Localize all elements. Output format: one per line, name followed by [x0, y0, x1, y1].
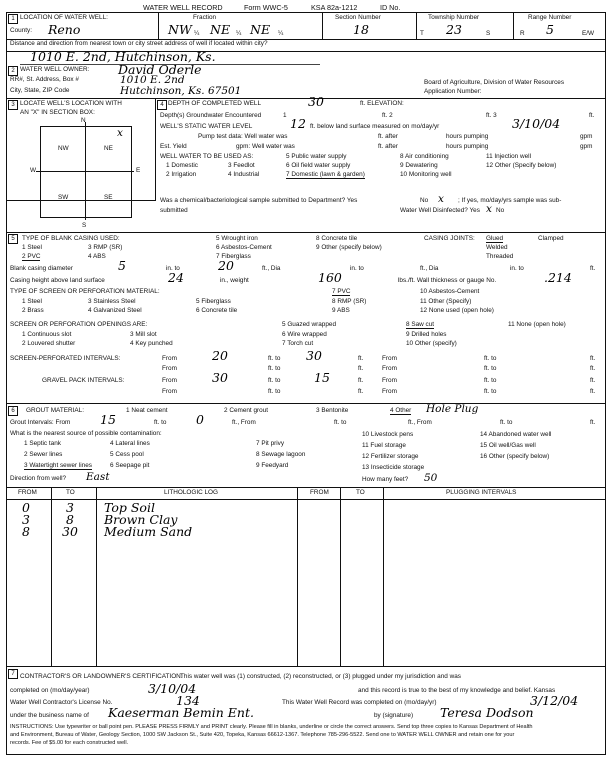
ft: ft.: [590, 388, 596, 395]
section-box[interactable]: [40, 126, 132, 218]
ft-to: ft. to: [268, 355, 281, 362]
in-to: in. to: [350, 265, 364, 272]
county-value[interactable]: Reno: [48, 22, 81, 37]
opening-option[interactable]: 1 Continuous slot: [22, 331, 72, 338]
from-label: From: [162, 377, 177, 384]
gpm-label: gpm: [580, 133, 593, 140]
contamination-option[interactable]: 9 Feedyard: [256, 462, 289, 469]
log-to-header: TO: [66, 489, 75, 496]
ft: ft.: [358, 365, 364, 372]
in-to: in. to: [510, 265, 524, 272]
township-value[interactable]: 23: [446, 22, 462, 37]
business-value[interactable]: Kaeserman Bemin Ent.: [108, 705, 254, 720]
opening-option-selected[interactable]: 8 Saw cut: [406, 321, 435, 328]
ne-label: NE: [104, 145, 113, 152]
screen-option[interactable]: 10 Asbestos-Cement: [420, 288, 480, 295]
t-label: T: [420, 30, 424, 37]
use-option[interactable]: 12 Other (Specify below): [486, 162, 557, 169]
perf-from[interactable]: 20: [212, 348, 228, 363]
ft-dia: ft., Dia: [420, 265, 439, 272]
ft-to: ft. to: [154, 419, 167, 426]
contamination-option[interactable]: 8 Sewage lagoon: [256, 451, 306, 458]
contamination-option[interactable]: 16 Other (specify below): [480, 453, 550, 460]
contamination-option[interactable]: 5 Cess pool: [110, 451, 144, 458]
casing-type-label: TYPE OF BLANK CASING USED:: [22, 235, 120, 242]
license-value[interactable]: 134: [176, 693, 200, 708]
ft: ft.: [358, 377, 364, 384]
contamination-option[interactable]: 2 Sewer lines: [24, 451, 63, 458]
east-label: E: [136, 167, 141, 174]
r-label: R: [520, 30, 525, 37]
from-label: From: [382, 388, 397, 395]
depth-value[interactable]: 30: [308, 94, 324, 109]
record-date[interactable]: 3/12/04: [530, 693, 579, 708]
contamination-option[interactable]: 12 Fertilizer storage: [362, 453, 419, 460]
locate-title-2: AN "X" IN SECTION BOX:: [20, 109, 95, 116]
gravel-from[interactable]: 30: [212, 370, 228, 385]
gw-2: ft. 2: [382, 112, 393, 119]
how-many-label: How many feet?: [362, 476, 409, 483]
true-text: and this record is true to the best of my knowledge and belief. Kansas: [358, 687, 556, 694]
ft-dia: ft., Dia: [262, 265, 281, 272]
opening-option[interactable]: 6 Wire wrapped: [282, 331, 327, 338]
grout-from[interactable]: 15: [100, 412, 116, 427]
section-number: 3: [8, 100, 18, 110]
grout-option-selected[interactable]: 4 Other: [390, 407, 412, 414]
log-row-to[interactable]: 8: [66, 512, 74, 527]
owner-title: WATER WELL OWNER:: [20, 66, 90, 73]
screen-type-label: TYPE OF SCREEN OR PERFORATION MATERIAL:: [10, 288, 160, 295]
divider: [51, 487, 52, 666]
yield-rest: gpm: Well water was: [236, 143, 295, 150]
ft: ft.: [590, 377, 596, 384]
use-option-selected[interactable]: 7 Domestic (lawn & garden): [286, 171, 365, 178]
disinfected-label: Water Well Disinfected? Yes: [400, 207, 480, 214]
divider: [6, 98, 605, 99]
business-label: under the business name of: [10, 712, 89, 719]
section-number: 7: [8, 669, 18, 679]
ft: ft.: [358, 355, 364, 362]
contamination-label: What is the nearest source of possible contamination:: [10, 430, 162, 437]
log-row-from[interactable]: 0: [22, 500, 30, 515]
casing-option[interactable]: 6 Asbestos-Cement: [216, 244, 272, 251]
section-number: 6: [8, 406, 18, 416]
diameter-label: Blank casing diameter: [10, 265, 73, 272]
section-number: 1: [8, 14, 18, 24]
county-label: County:: [10, 27, 33, 34]
height-value[interactable]: 24: [168, 270, 184, 285]
use-option[interactable]: 6 Oil field water supply: [286, 162, 351, 169]
opening-option[interactable]: 2 Louvered shutter: [22, 340, 76, 347]
direction-value[interactable]: East: [86, 471, 110, 483]
ft-to: ft. to: [484, 365, 497, 372]
divider: [6, 666, 605, 667]
city-label: City, State, ZIP Code: [10, 87, 70, 94]
screen-option[interactable]: 5 Fiberglass: [196, 298, 231, 305]
ft-to: ft. to: [268, 388, 281, 395]
casing-option[interactable]: 1 Steel: [22, 244, 42, 251]
instructions: records. Fee of $5.00 for each constructed well.: [10, 740, 129, 746]
joint-welded[interactable]: Welded: [486, 244, 508, 251]
use-label: WELL WATER TO BE USED AS:: [160, 153, 254, 160]
ft: ft.: [358, 388, 364, 395]
ft-from: ft., From: [232, 419, 256, 426]
contamination-option[interactable]: 15 Oil well/Gas well: [480, 442, 536, 449]
chem-rest: ; If yes, mo/day/yrs sample was sub-: [458, 197, 562, 204]
casing-option[interactable]: 8 Concrete tile: [316, 235, 358, 242]
screen-option[interactable]: 1 Steel: [22, 298, 42, 305]
street-value[interactable]: 1010 E. 2nd: [120, 74, 185, 86]
grout-option[interactable]: 1 Neat cement: [126, 407, 168, 414]
ft-to: ft. to: [334, 419, 347, 426]
form-number: Form WWC-5: [244, 3, 288, 12]
static-label: WELL'S STATIC WATER LEVEL: [160, 123, 253, 130]
log-row-from[interactable]: 8: [22, 524, 30, 539]
in-to: in. to: [166, 265, 180, 272]
casing-option[interactable]: 3 RMP (SR): [88, 244, 123, 251]
gauge-label: lbs./ft. Wall thickness or gauge No.: [398, 277, 497, 284]
grout-option[interactable]: 2 Cement grout: [224, 407, 269, 414]
divider: [416, 12, 417, 39]
divider: [6, 232, 605, 233]
log-from-header: FROM: [310, 489, 329, 496]
submitted-label: submitted: [160, 207, 188, 214]
chem-label: Was a chemical/bacteriological sample submitted to Department? Yes: [160, 197, 358, 204]
pump-label: Pump test data: Well water was: [198, 133, 288, 140]
signature-label: by (signature): [374, 712, 414, 719]
casing-option[interactable]: 7 Fiberglass: [216, 253, 251, 260]
from-label: From: [382, 355, 397, 362]
ft: ft.: [590, 265, 596, 272]
board-label: Board of Agriculture, Division of Water Resources: [424, 79, 565, 86]
joint-glued[interactable]: Glued: [486, 235, 504, 242]
use-option[interactable]: 9 Dewatering: [400, 162, 438, 169]
ft-to: ft. to: [268, 365, 281, 372]
ft-to: ft. to: [268, 377, 281, 384]
completed-date[interactable]: 3/10/04: [148, 681, 197, 696]
divider: [96, 487, 97, 666]
section-number: 2: [8, 66, 18, 76]
signature[interactable]: Teresa Dodson: [440, 705, 534, 720]
disinfected-mark: x: [486, 203, 492, 215]
nw-label: NW: [58, 145, 69, 152]
static-value[interactable]: 12: [290, 116, 306, 131]
screen-option[interactable]: 11 Other (Specify): [420, 298, 472, 305]
locate-title: LOCATE WELL'S LOCATION WITH: [20, 100, 122, 107]
perf-to[interactable]: 30: [306, 348, 322, 363]
screen-option[interactable]: 4 Galvanized Steel: [88, 307, 142, 314]
from-label: From: [382, 365, 397, 372]
section-box-hline: [36, 171, 134, 172]
grout-intervals-label: Grout Intervals: From: [10, 419, 71, 426]
openings-label: SCREEN OR PERFORATION OPENINGS ARE:: [10, 321, 148, 328]
section-value[interactable]: 18: [353, 22, 369, 37]
township-label: Township Number: [428, 14, 480, 21]
gpm-label: gpm: [580, 143, 593, 150]
quarter-mark: ¼: [278, 30, 284, 37]
screen-option[interactable]: 2 Brass: [22, 307, 44, 314]
log-to-header: TO: [356, 489, 365, 496]
gw-4: ft.: [589, 112, 595, 119]
casing-option[interactable]: 5 Wrought iron: [216, 235, 258, 242]
screen-option[interactable]: 6 Concrete tile: [196, 307, 238, 314]
ft: ft.: [590, 365, 596, 372]
certification-text: This water well was (1) constructed, (2) reconstructed, or (3) plugged under my jurisdiction and was: [180, 673, 461, 680]
north-label: N: [81, 117, 86, 124]
yield-label: Est. Yield: [160, 143, 187, 150]
chem-no: No: [420, 197, 429, 204]
casing-option-selected[interactable]: 2 PVC: [22, 253, 41, 260]
contamination-option[interactable]: 11 Fuel storage: [362, 442, 406, 449]
from-label: From: [162, 388, 177, 395]
divider: [6, 403, 605, 404]
fraction-2[interactable]: NE: [210, 22, 231, 37]
ft-to: ft. to: [500, 419, 513, 426]
location-mark: x: [117, 127, 123, 139]
static-date[interactable]: 3/10/04: [512, 116, 561, 131]
west-label: W: [30, 167, 37, 174]
ksa-number: KSA 82a-1212: [311, 3, 358, 12]
certification-label: CONTRACTOR'S OR LANDOWNER'S CERTIFICATION:: [20, 673, 183, 680]
static-rest: ft. below land surface measured on mo/day/yr: [310, 123, 440, 130]
plugging-header: PLUGGING INTERVALS: [446, 489, 517, 496]
completed-label: completed on (mo/day/year): [10, 687, 90, 694]
perforated-label: SCREEN-PERFORATED INTERVALS:: [10, 355, 121, 362]
gw-3: ft. 3: [486, 112, 497, 119]
owner-value[interactable]: David Oderle: [118, 62, 202, 77]
section-label: Section Number: [335, 14, 381, 21]
location-title: LOCATION OF WATER WELL:: [20, 14, 108, 21]
log-row-desc[interactable]: Top Soil: [104, 500, 155, 515]
contamination-option[interactable]: 14 Abandoned water well: [480, 431, 552, 438]
diameter-value[interactable]: 5: [118, 258, 126, 273]
use-option[interactable]: 2 Irrigation: [166, 171, 197, 178]
contamination-option[interactable]: 1 Septic tank: [24, 440, 61, 447]
use-option[interactable]: 10 Monitoring well: [400, 171, 452, 178]
contamination-option[interactable]: 4 Lateral lines: [110, 440, 150, 447]
instructions: INSTRUCTIONS: Use typewriter or ball point pen. PLEASE PRESS FIRMLY and PRINT clearly. Please fill in blanks, underline or circle the correct answers. Send top three copies to Kansas Department of Health: [10, 724, 533, 730]
height-label: Casing height above land surface: [10, 277, 105, 284]
gauge-value[interactable]: .214: [544, 270, 572, 285]
elevation-label: ft. ELEVATION:: [360, 100, 404, 107]
divider: [513, 12, 514, 39]
log-row-to[interactable]: 30: [62, 524, 78, 539]
ft: ft.: [590, 419, 596, 426]
from-label: From: [162, 355, 177, 362]
hours-label: hours pumping: [446, 133, 489, 140]
fraction-label: Fraction: [193, 14, 217, 21]
ft-after: ft. after: [378, 143, 398, 150]
sw-label: SW: [58, 194, 69, 201]
ft-to: ft. to: [484, 355, 497, 362]
fraction-3[interactable]: NE: [250, 22, 271, 37]
section-number: 4: [157, 100, 167, 110]
divider: [383, 487, 384, 666]
how-many-value[interactable]: 50: [424, 472, 438, 484]
opening-option[interactable]: 3 Mill slot: [130, 331, 157, 338]
divider: [155, 98, 156, 200]
ft-after: ft. after: [378, 133, 398, 140]
joint-threaded[interactable]: Threaded: [486, 253, 514, 260]
gravel-to[interactable]: 15: [314, 370, 330, 385]
opening-option[interactable]: 7 Torch cut: [282, 340, 314, 347]
contamination-option[interactable]: 13 Insecticide storage: [362, 464, 425, 471]
divider: [297, 487, 298, 666]
id-label: ID No.: [380, 3, 401, 12]
screen-option[interactable]: 8 RMP (SR): [332, 298, 367, 305]
weight-label: in., weight: [220, 277, 249, 284]
contamination-option[interactable]: 10 Livestock pens: [362, 431, 414, 438]
ft-from: ft., From: [408, 419, 432, 426]
divider: [158, 12, 159, 39]
opening-option[interactable]: 9 Drilled holes: [406, 331, 447, 338]
ft-to: ft. to: [484, 377, 497, 384]
ft: ft.: [590, 355, 596, 362]
ew-label: E/W: [582, 30, 595, 37]
groundwater-label: Depth(s) Groundwater Encountered: [160, 112, 262, 119]
log-row-from[interactable]: 3: [22, 512, 30, 527]
opening-option[interactable]: 5 Guazed wrapped: [282, 321, 337, 328]
form-title: WATER WELL RECORD: [143, 3, 223, 12]
south-label: S: [82, 222, 87, 229]
chem-mark: x: [438, 193, 444, 205]
license-label: Water Well Contractor's License No.: [10, 699, 113, 706]
log-from-header: FROM: [18, 489, 37, 496]
s-label: S: [486, 30, 491, 37]
se-label: SE: [104, 194, 113, 201]
ft-to: ft. to: [484, 388, 497, 395]
contamination-option[interactable]: 7 Pit privy: [256, 440, 285, 447]
opening-option[interactable]: 11 None (open hole): [508, 321, 566, 328]
rr-label: RR#, St. Address, Box #: [10, 76, 79, 83]
contamination-option[interactable]: 6 Seepage pit: [110, 462, 150, 469]
city-value[interactable]: Hutchinson, Ks. 67501: [120, 85, 242, 97]
screen-option[interactable]: 9 ABS: [332, 307, 350, 314]
from-label: From: [162, 365, 177, 372]
log-row-desc[interactable]: Medium Sand: [104, 524, 193, 539]
log-row-desc[interactable]: Brown Clay: [104, 512, 178, 527]
quarter-mark: ¼: [236, 30, 242, 37]
quarter-mark: ¼: [194, 30, 200, 37]
lithologic-header: LITHOLOGIC LOG: [164, 489, 218, 496]
range-label: Range Number: [528, 14, 572, 21]
joint-clamped[interactable]: Clamped: [538, 235, 564, 242]
casing-option[interactable]: 9 Other (specify below): [316, 244, 382, 251]
screen-option-selected[interactable]: 7 PVC: [332, 288, 351, 295]
distance-label: Distance and direction from nearest town or city street address of well if located within city?: [10, 40, 268, 47]
diameter-to[interactable]: 20: [218, 258, 234, 273]
screen-option[interactable]: 12 None used (open hole): [420, 307, 494, 314]
disinfected-no: No: [496, 207, 505, 214]
use-option[interactable]: 11 Injection well: [486, 153, 531, 160]
divider: [322, 12, 323, 39]
record-label: This Water Well Record was completed on (mo/day/yr): [282, 699, 437, 706]
grout-to[interactable]: 0: [196, 412, 204, 427]
grout-label: GROUT MATERIAL:: [26, 407, 84, 414]
opening-option[interactable]: 10 Other (specify): [406, 340, 457, 347]
log-row-to[interactable]: 3: [66, 500, 74, 515]
from-label: From: [382, 377, 397, 384]
direction-label: Direction from well?: [10, 475, 67, 482]
use-option[interactable]: 4 Industrial: [228, 171, 260, 178]
use-option[interactable]: 5 Public water supply: [286, 153, 347, 160]
gw-1: 1: [283, 112, 287, 119]
section-number: 5: [8, 234, 18, 244]
weight-value[interactable]: 160: [318, 270, 342, 285]
screen-option[interactable]: 3 Stainless Steel: [88, 298, 136, 305]
contamination-option-selected[interactable]: 3 Watertight sewer lines: [24, 462, 92, 469]
use-option[interactable]: 1 Domestic: [166, 162, 198, 169]
fraction-1[interactable]: NW: [168, 22, 192, 37]
instructions: and Environment, Bureau of Water, Geology Section, 1000 SW Jackson St., Suite 420, Topeka, Kansas 66612-1367. Telephone 785-296-5522. Send one to WATER WELL OWNER and retain one for your: [10, 732, 515, 738]
use-option[interactable]: 8 Air conditioning: [400, 153, 449, 160]
depth-label: DEPTH OF COMPLETED WELL: [168, 100, 262, 107]
gravel-label: GRAVEL PACK INTERVALS:: [42, 377, 125, 384]
grout-other-value[interactable]: Hole Plug: [426, 403, 479, 415]
divider: [340, 487, 341, 666]
casing-option[interactable]: 4 ABS: [88, 253, 106, 260]
opening-option[interactable]: 4 Key punched: [130, 340, 173, 347]
grout-option[interactable]: 3 Bentonite: [316, 407, 349, 414]
application-label: Application Number:: [424, 88, 482, 95]
hours-label: hours pumping: [446, 143, 489, 150]
use-option[interactable]: 3 Feedlot: [228, 162, 255, 169]
joints-label: CASING JOINTS:: [424, 235, 475, 242]
range-value[interactable]: 5: [546, 22, 554, 37]
distance-value[interactable]: 1010 E. 2nd, Hutchinson, Ks.: [30, 49, 216, 64]
